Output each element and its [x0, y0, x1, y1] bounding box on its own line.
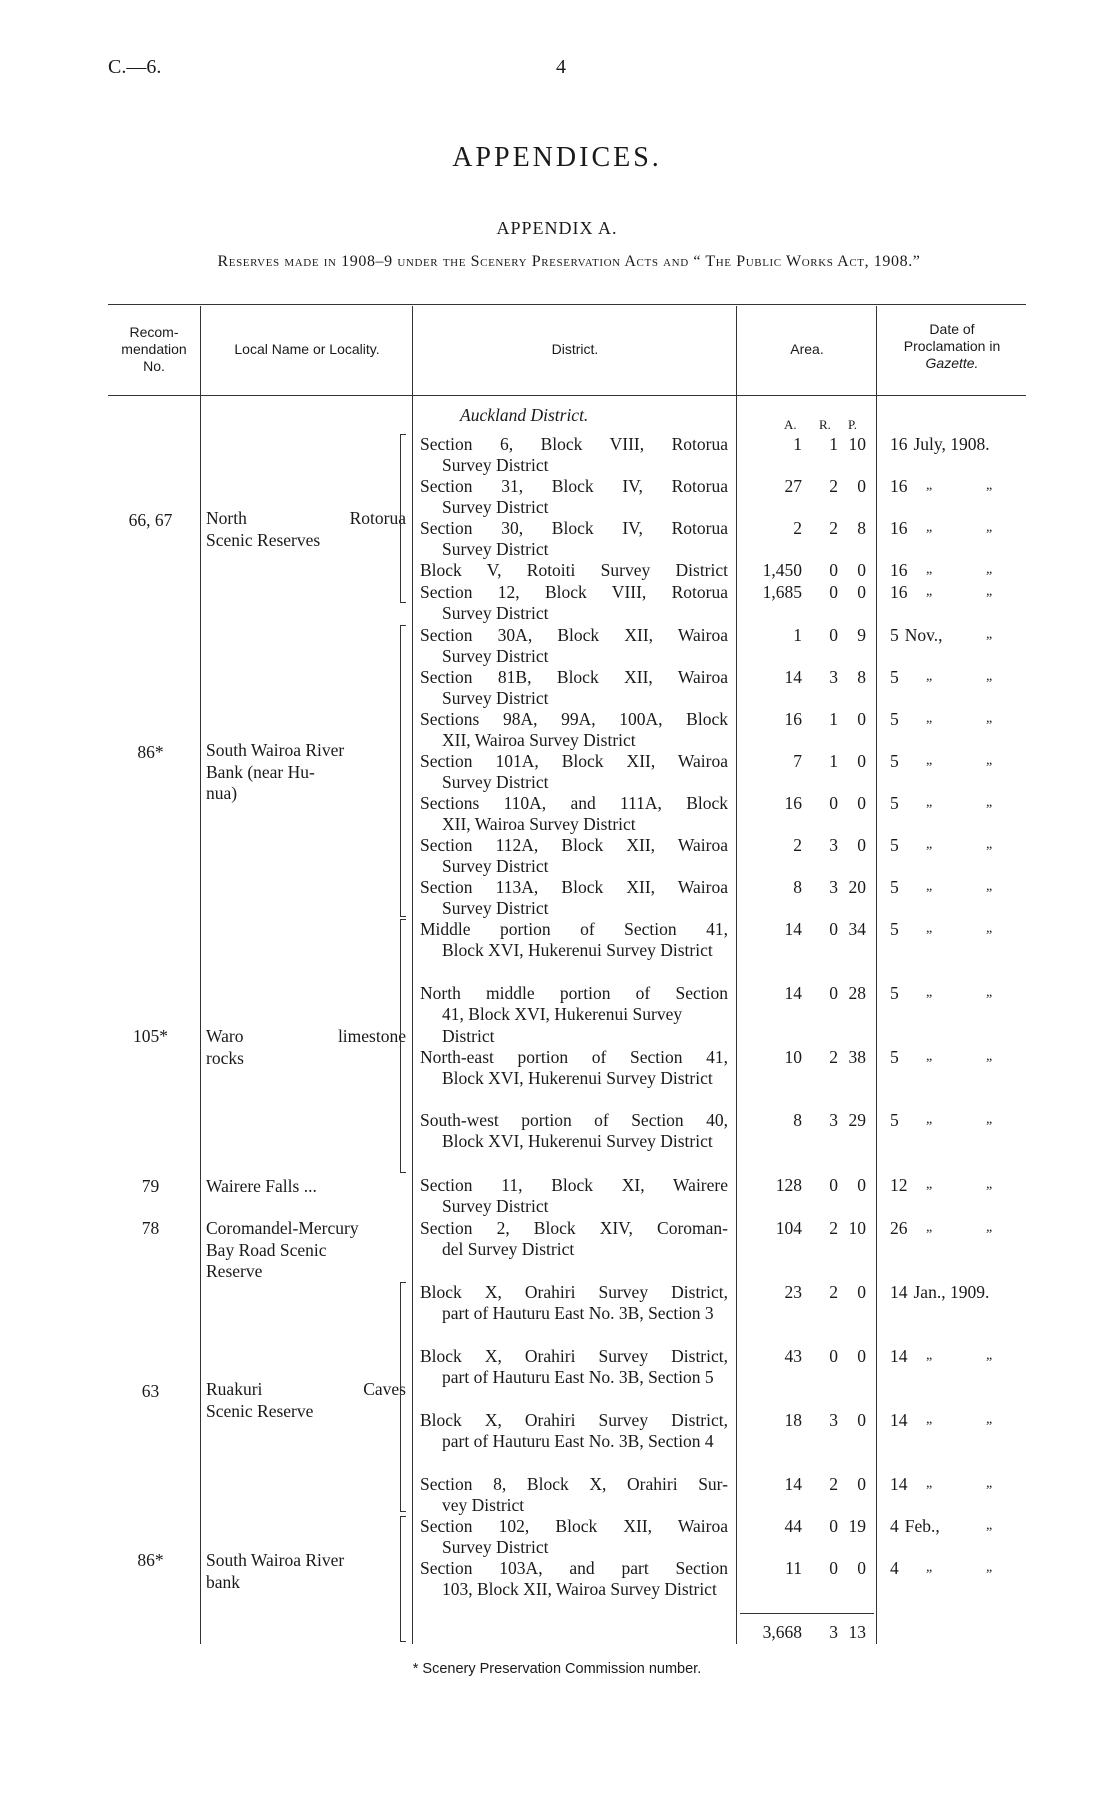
district-line-rest: 41, Block XVI, Hukerenui Survey District: [442, 1004, 683, 1046]
district-description: [420, 518, 728, 561]
district-line-first: Section 12, Block VIII, Rotorua: [420, 582, 728, 602]
recommendation-number: 78: [141, 1218, 160, 1238]
locality-line: Reserve: [206, 1261, 263, 1281]
date-day: 16: [890, 582, 908, 602]
area-perches: 0: [857, 709, 866, 729]
district-description: [420, 434, 728, 477]
area-acres: 27: [784, 476, 802, 496]
district-line-first: Section 30, Block IV, Rotorua: [420, 518, 728, 538]
proclamation-date: [890, 625, 993, 646]
proclamation-date: [890, 1346, 993, 1367]
district-line-rest: Survey District: [442, 497, 549, 518]
ditto-mark: „: [926, 1348, 933, 1363]
locality-line: Wairere Falls ...: [206, 1176, 317, 1196]
ditto-mark: „: [986, 985, 993, 1000]
date-day: 14: [890, 1410, 908, 1430]
proclamation-date: [890, 919, 993, 940]
area-perches: 28: [848, 983, 866, 1003]
ditto-mark: „: [926, 711, 933, 726]
date-day: 12: [890, 1175, 908, 1195]
locality-name: [206, 508, 406, 551]
date-day: 26: [890, 1218, 908, 1238]
proclamation-date: [890, 1110, 993, 1131]
ditto-mark: „: [986, 1112, 993, 1127]
area-acres: 14: [784, 667, 802, 687]
area-acres: 16: [784, 793, 802, 813]
header-district: District.: [551, 341, 599, 357]
date-day: 4: [890, 1558, 899, 1578]
recommendation-number: 86*: [137, 1550, 164, 1570]
area-acres: 128: [775, 1175, 802, 1195]
ditto-mark: „: [986, 584, 993, 599]
ditto-mark: „: [986, 562, 993, 577]
district-description: [420, 1410, 728, 1453]
district-line-rest: Survey District: [442, 1196, 549, 1217]
district-line-first: South-west portion of Section 40,: [420, 1110, 728, 1130]
locality-line: rocks: [206, 1047, 244, 1068]
area-acres: 2: [793, 518, 802, 538]
area-roods: 2: [829, 518, 838, 538]
document-code: C.—6.: [108, 56, 162, 78]
area-perches: 0: [857, 1175, 866, 1195]
date-day: 16: [890, 518, 908, 538]
date-day: 5: [890, 835, 899, 855]
area-roods: 2: [829, 1282, 838, 1302]
proclamation-date: [890, 877, 993, 898]
total-acres: 3,668: [762, 1622, 802, 1642]
recommendation-number: 105*: [133, 1026, 168, 1046]
ditto-mark: „: [986, 669, 993, 684]
locality-name: [206, 1550, 406, 1593]
ditto-mark: „: [926, 1177, 933, 1192]
ditto-mark: „: [926, 1112, 933, 1127]
ditto-mark: „: [926, 669, 933, 684]
proclamation-date: [890, 1175, 993, 1196]
proclamation-date: [890, 793, 993, 814]
area-perches: 0: [857, 1346, 866, 1366]
area-acres: 14: [784, 1474, 802, 1494]
district-description: [420, 835, 728, 878]
proclamation-date: [890, 835, 993, 856]
area-roods: 1: [829, 434, 838, 454]
district-line-rest: Survey District: [442, 772, 549, 793]
column-divider-4: [876, 306, 877, 1644]
district-line-first: Middle portion of Section 41,: [420, 919, 728, 939]
locality-line: Bay Road Scenic: [206, 1239, 327, 1260]
locality-line: bank: [206, 1571, 241, 1592]
group-brace: [400, 1516, 401, 1642]
area-acres: 43: [784, 1346, 802, 1366]
area-perches: 10: [848, 1218, 866, 1238]
district-line-rest: part of Hauturu East No. 3B, Section 3: [442, 1303, 714, 1324]
area-roods: 2: [829, 476, 838, 496]
date-day: 5: [890, 667, 899, 687]
area-perches: 29: [848, 1110, 866, 1130]
locality-line: Scenic Reserve: [206, 1400, 314, 1421]
district-description: [420, 751, 728, 794]
date-day: 5: [890, 1047, 899, 1067]
district-line-rest: XII, Wairoa Survey District: [442, 730, 636, 751]
district-line-first: Block X, Orahiri Survey District,: [420, 1282, 728, 1302]
district-description: [420, 625, 728, 668]
area-perches: 0: [857, 1410, 866, 1430]
area-perches: 0: [857, 582, 866, 602]
area-perches: 20: [848, 877, 866, 897]
total-rule: [740, 1613, 874, 1614]
district-line-rest: XII, Wairoa Survey District: [442, 814, 636, 835]
area-perches: 0: [857, 793, 866, 813]
ditto-mark: „: [986, 753, 993, 768]
date-day: 16: [890, 434, 908, 454]
page-number: 4: [556, 56, 566, 78]
area-roods: 3: [829, 1410, 838, 1430]
district-line-first: Block X, Orahiri Survey District,: [420, 1346, 728, 1366]
ditto-mark: „: [986, 478, 993, 493]
proclamation-date: [890, 582, 993, 603]
ditto-mark: „: [926, 1220, 933, 1235]
locality-line: South Wairoa River: [206, 740, 345, 760]
district-line-rest: part of Hauturu East No. 3B, Section 5: [442, 1367, 714, 1388]
header-locality: Local Name or Locality.: [234, 341, 380, 357]
locality-name: [206, 1218, 406, 1283]
area-roods: 3: [829, 877, 838, 897]
locality-line: Scenic Reserves: [206, 529, 321, 550]
area-roods: 1: [829, 709, 838, 729]
locality-name: [206, 1026, 406, 1069]
locality-name: [206, 1379, 406, 1422]
ditto-mark: „: [986, 1177, 993, 1192]
district-line-rest: Survey District: [442, 646, 549, 667]
date-day: 16: [890, 560, 908, 580]
area-perches: 0: [857, 835, 866, 855]
district-line-rest: Survey District: [442, 856, 549, 877]
district-line-first: Sections 98A, 99A, 100A, Block: [420, 709, 728, 729]
column-divider-1: [200, 306, 201, 1644]
date-day: 14: [890, 1282, 908, 1302]
ditto-mark: „: [986, 711, 993, 726]
area-acres: 1,685: [762, 582, 802, 602]
area-perches: 0: [857, 751, 866, 771]
area-acres: 44: [784, 1516, 802, 1536]
appendix-subtitle: APPENDIX A.: [496, 218, 618, 238]
area-perches: 0: [857, 560, 866, 580]
district-line-first: Block V, Rotoiti Survey District: [420, 560, 728, 580]
table-header-rule: [108, 395, 1026, 396]
locality-line: Waro limestone: [206, 1026, 406, 1046]
date-day: 5: [890, 793, 899, 813]
recommendation-number: 66, 67: [128, 510, 173, 530]
group-brace: [400, 1282, 401, 1512]
proclamation-date: [890, 1558, 993, 1579]
district-line-first: Section 113A, Block XII, Wairoa: [420, 877, 728, 897]
district-description: [420, 1558, 728, 1601]
district-line-first: Section 112A, Block XII, Wairoa: [420, 835, 728, 855]
ditto-mark: „: [926, 584, 933, 599]
ditto-mark: „: [986, 1348, 993, 1363]
recommendation-number: 79: [141, 1176, 160, 1196]
unit-acres: A.: [784, 417, 797, 432]
group-brace: [400, 434, 401, 603]
ditto-mark: „: [986, 1412, 993, 1427]
date-month: Feb.,: [904, 1516, 940, 1536]
district-line-rest: Survey District: [442, 539, 549, 560]
area-perches: 38: [848, 1047, 866, 1067]
area-roods: 1: [829, 751, 838, 771]
ditto-mark: „: [926, 1049, 933, 1064]
district-line-rest: vey District: [442, 1495, 525, 1516]
date-day: 4: [890, 1516, 899, 1536]
proclamation-date: [890, 1047, 993, 1068]
proclamation-date: [890, 1282, 989, 1303]
district-description: [420, 877, 728, 920]
ditto-mark: „: [986, 627, 993, 642]
ditto-mark: „: [986, 795, 993, 810]
area-acres: 8: [793, 877, 802, 897]
date-day: 5: [890, 877, 899, 897]
area-acres: 14: [784, 919, 802, 939]
table-caption: Reserves made in 1908–9 under the Scenery Preservation Acts and “ The Public Works Act, 1908.”: [217, 253, 921, 270]
proclamation-date: [890, 1410, 993, 1431]
area-roods: 0: [829, 1346, 838, 1366]
ditto-mark: „: [926, 1560, 933, 1575]
area-acres: 23: [784, 1282, 802, 1302]
district-line-first: Section 30A, Block XII, Wairoa: [420, 625, 728, 645]
area-acres: 7: [793, 751, 802, 771]
district-description: [420, 1282, 728, 1325]
district-line-first: Section 102, Block XII, Wairoa: [420, 1516, 728, 1536]
area-roods: 2: [829, 1047, 838, 1067]
locality-line: South Wairoa River: [206, 1550, 345, 1570]
area-perches: 0: [857, 1282, 866, 1302]
district-line-rest: 103, Block XII, Wairoa Survey District: [442, 1579, 717, 1600]
ditto-mark: „: [926, 1412, 933, 1427]
area-perches: 0: [857, 1474, 866, 1494]
proclamation-date: [890, 983, 993, 1004]
area-roods: 0: [829, 1175, 838, 1195]
district-description: [420, 1218, 728, 1261]
district-line-rest: Survey District: [442, 898, 549, 919]
ditto-mark: „: [926, 1476, 933, 1491]
area-roods: 0: [829, 582, 838, 602]
date-day: 14: [890, 1474, 908, 1494]
ditto-mark: „: [986, 921, 993, 936]
total-perches: 13: [848, 1622, 866, 1642]
area-acres: 14: [784, 983, 802, 1003]
district-description: [420, 1047, 728, 1090]
district-line-first: Section 2, Block XIV, Coroman-: [420, 1218, 728, 1238]
date-day: 5: [890, 919, 899, 939]
page-title: APPENDICES.: [452, 142, 662, 173]
ditto-mark: „: [986, 520, 993, 535]
district-description: [420, 709, 728, 752]
column-divider-2: [412, 306, 413, 1644]
proclamation-date: [890, 476, 993, 497]
area-roods: 3: [829, 835, 838, 855]
ditto-mark: „: [926, 753, 933, 768]
header-recommendation: Recom- mendation No.: [121, 324, 187, 374]
district-line-rest: Block XVI, Hukerenui Survey District: [442, 1131, 713, 1152]
district-line-rest: Survey District: [442, 603, 549, 624]
unit-roods: R.: [819, 417, 831, 432]
district-line-first: Section 11, Block XI, Wairere: [420, 1175, 728, 1195]
district-line-rest: part of Hauturu East No. 3B, Section 4: [442, 1431, 714, 1452]
district-description: [420, 793, 728, 836]
area-roods: 3: [829, 1110, 838, 1130]
area-roods: 3: [829, 667, 838, 687]
proclamation-date: [890, 518, 993, 539]
district-line-first: North middle portion of Section: [420, 983, 728, 1003]
ditto-mark: „: [926, 879, 933, 894]
ditto-mark: „: [926, 921, 933, 936]
ditto-mark: „: [986, 1518, 993, 1533]
area-perches: 34: [848, 919, 866, 939]
area-perches: 0: [857, 1558, 866, 1578]
district-line-first: Section 6, Block VIII, Rotorua: [420, 434, 728, 454]
district-line-rest: Block XVI, Hukerenui Survey District: [442, 1068, 713, 1089]
district-line-first: Block X, Orahiri Survey District,: [420, 1410, 728, 1430]
group-brace: [400, 919, 401, 1173]
locality-name: [206, 740, 406, 805]
area-perches: 8: [857, 518, 866, 538]
locality-line: North Rotorua: [206, 508, 406, 528]
date-day: 5: [890, 709, 899, 729]
area-acres: 1: [793, 434, 802, 454]
district-heading: Auckland District.: [460, 405, 589, 425]
proclamation-date: [890, 560, 993, 581]
district-line-rest: Block XVI, Hukerenui Survey District: [442, 940, 713, 961]
ditto-mark: „: [926, 837, 933, 852]
locality-name: [206, 1176, 406, 1198]
ditto-mark: „: [986, 1220, 993, 1235]
district-line-first: Section 101A, Block XII, Wairoa: [420, 751, 728, 771]
area-roods: 0: [829, 919, 838, 939]
area-roods: 0: [829, 625, 838, 645]
date-month: July, 1908.: [913, 434, 990, 454]
area-perches: 19: [848, 1516, 866, 1536]
district-line-first: Section 103A, and part Section: [420, 1558, 728, 1578]
proclamation-date: [890, 1516, 993, 1537]
ditto-mark: „: [986, 879, 993, 894]
group-brace: [400, 625, 401, 917]
ditto-mark: „: [986, 1476, 993, 1491]
ditto-mark: „: [986, 837, 993, 852]
district-description: [420, 582, 728, 625]
area-acres: 1: [793, 625, 802, 645]
proclamation-date: [890, 1218, 993, 1239]
recommendation-number: 63: [141, 1381, 160, 1401]
recommendation-number: 86*: [137, 742, 164, 762]
ditto-mark: „: [926, 562, 933, 577]
area-roods: 0: [829, 1516, 838, 1536]
area-acres: 8: [793, 1110, 802, 1130]
date-month: Nov.,: [904, 625, 943, 645]
area-acres: 2: [793, 835, 802, 855]
locality-line: Bank (near Hu-: [206, 761, 315, 782]
area-perches: 10: [848, 434, 866, 454]
proclamation-date: [890, 667, 993, 688]
proclamation-date: [890, 1474, 993, 1495]
district-description: [420, 1110, 728, 1153]
proclamation-date: [890, 751, 993, 772]
district-description: [420, 1175, 728, 1218]
locality-line: Ruakuri Caves: [206, 1379, 406, 1399]
area-roods: 2: [829, 1218, 838, 1238]
district-line-rest: Survey District: [442, 688, 549, 709]
area-acres: 1,450: [762, 560, 802, 580]
area-roods: 0: [829, 793, 838, 813]
date-day: 16: [890, 476, 908, 496]
area-roods: 0: [829, 560, 838, 580]
district-description: [420, 1346, 728, 1389]
district-line-rest: del Survey District: [442, 1239, 575, 1260]
area-acres: 11: [785, 1558, 802, 1578]
area-acres: 18: [784, 1410, 802, 1430]
area-perches: 9: [857, 625, 866, 645]
district-description: [420, 560, 728, 581]
district-description: [420, 983, 728, 1047]
date-day: 5: [890, 625, 899, 645]
header-area: Area.: [790, 341, 824, 357]
district-line-first: Section 8, Block X, Orahiri Sur-: [420, 1474, 728, 1494]
district-line-first: North-east portion of Section 41,: [420, 1047, 728, 1067]
area-perches: 8: [857, 667, 866, 687]
total-roods: 3: [829, 1622, 838, 1642]
area-roods: 0: [829, 1558, 838, 1578]
ditto-mark: „: [926, 795, 933, 810]
area-acres: 10: [784, 1047, 802, 1067]
district-description: [420, 919, 728, 962]
footnote: * Scenery Preservation Commission number.: [412, 1661, 702, 1677]
date-day: 5: [890, 983, 899, 1003]
district-description: [420, 667, 728, 710]
district-line-rest: Survey District: [442, 1537, 549, 1558]
ditto-mark: „: [986, 1049, 993, 1064]
date-month: Jan., 1909.: [913, 1282, 990, 1302]
locality-line: nua): [206, 783, 238, 803]
proclamation-date: [890, 709, 993, 730]
district-description: [420, 476, 728, 519]
column-divider-3: [736, 306, 737, 1644]
ditto-mark: „: [926, 985, 933, 1000]
header-date: Date of Proclamation in Gazette.: [903, 321, 1001, 371]
area-acres: 16: [784, 709, 802, 729]
district-line-first: Sections 110A, and 111A, Block: [420, 793, 728, 813]
area-acres: 104: [775, 1218, 802, 1238]
ditto-mark: „: [986, 1560, 993, 1575]
date-day: 5: [890, 1110, 899, 1130]
district-line-first: Section 81B, Block XII, Wairoa: [420, 667, 728, 687]
unit-perches: P.: [848, 417, 858, 432]
district-description: [420, 1474, 728, 1517]
area-roods: 2: [829, 1474, 838, 1494]
table-top-rule: [108, 304, 1026, 305]
district-description: [420, 1516, 728, 1559]
locality-line: Coromandel-Mercury: [206, 1218, 359, 1238]
proclamation-date: [890, 434, 990, 455]
area-perches: 0: [857, 476, 866, 496]
area-roods: 0: [829, 983, 838, 1003]
ditto-mark: „: [926, 478, 933, 493]
district-line-rest: Survey District: [442, 455, 549, 476]
date-day: 14: [890, 1346, 908, 1366]
date-day: 5: [890, 751, 899, 771]
district-line-first: Section 31, Block IV, Rotorua: [420, 476, 728, 496]
ditto-mark: „: [926, 520, 933, 535]
